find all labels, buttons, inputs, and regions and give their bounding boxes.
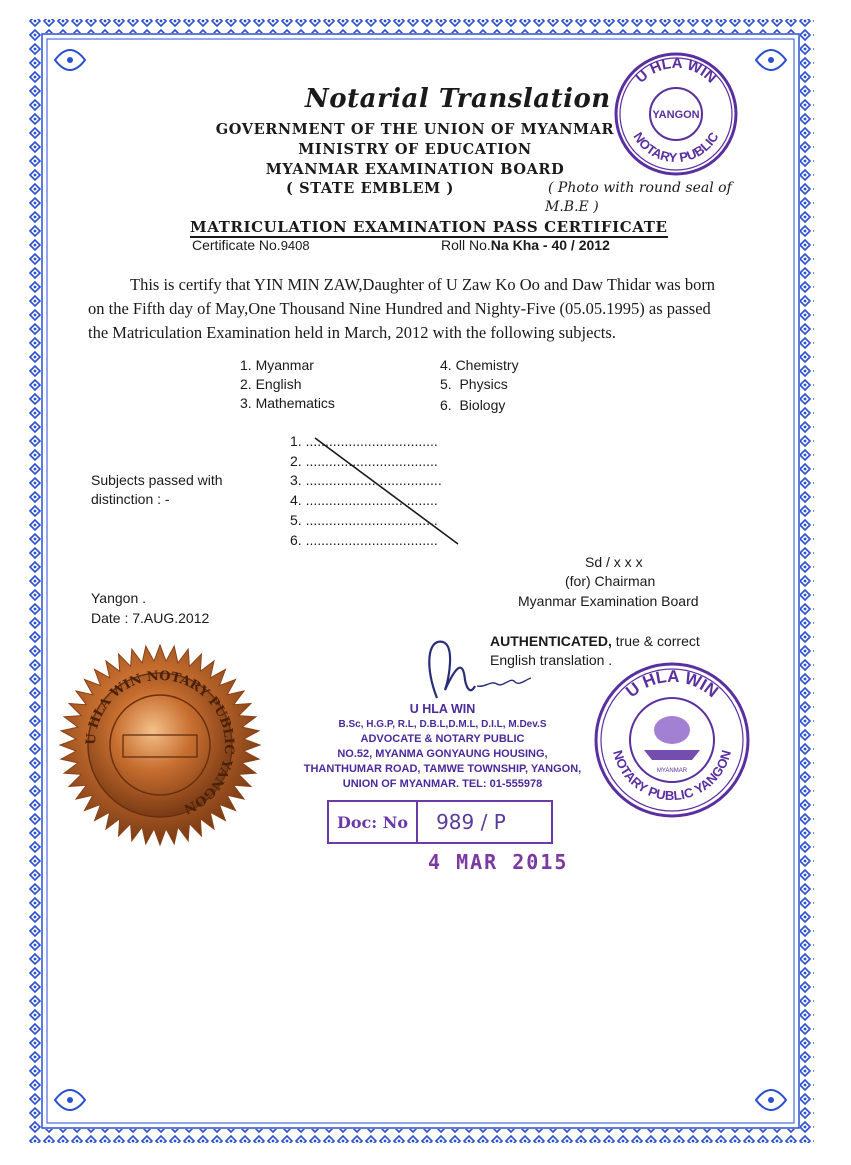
stamp-bottom-bottom-text: NOTARY PUBLIC YANGON (610, 748, 734, 804)
subject-item: 4. Chemistry (440, 357, 519, 373)
authenticated-label: AUTHENTICATED, (490, 633, 612, 649)
signed-by: Sd / x x x (585, 554, 643, 570)
notary-address-2: THANTHUMAR ROAD, TAMWE TOWNSHIP, YANGON, (303, 763, 582, 775)
for-chairman: (for) Chairman (565, 573, 656, 589)
notary-signature (415, 628, 545, 708)
doc-number-box (327, 800, 553, 844)
place: Yangon . (91, 590, 147, 606)
stamp-bottom-top-text: U HLA WIN (622, 666, 722, 702)
body-line-3: the Matriculation Examination held in March, 2012 with the following subjects. (88, 323, 616, 342)
notary-address-1: NO.52, MYANMA GONYAUNG HOUSING, (337, 748, 548, 760)
roll-number (441, 237, 610, 253)
notary-qualifications: B.Sc, H.G.P, R.L, D.B.L,D.M.L, D.I.L, M.Dev.S (338, 719, 547, 730)
distinction-line: 2. .................................. (290, 453, 438, 469)
subject-item: 3. Mathematics (240, 395, 335, 411)
stamp-top-outer-text: U HLA WIN (632, 54, 720, 87)
certificate-number-value: 9408 (280, 238, 310, 253)
subject-item: 1. Myanmar (240, 357, 314, 373)
notary-name: U HLA WIN (409, 702, 476, 716)
distinction-line: 4. .................................. (290, 492, 438, 508)
stamp-top-bottom-text: NOTARY PUBLIC (630, 129, 722, 166)
date-stamp: 4 MAR 2015 (428, 850, 569, 874)
document-title: Notarial Translation (305, 84, 611, 114)
certificate-number (192, 237, 310, 253)
stamp-top-inner-text: YANGON (652, 109, 700, 121)
header-line-board: MYANMAR EXAMINATION BOARD (265, 161, 565, 178)
strike-through-line (300, 430, 470, 550)
subject-item: 2. English (240, 376, 302, 392)
distinction-label: distinction : - (91, 491, 170, 507)
roll-number-label: Roll No. (441, 237, 491, 253)
photo-note-line1: ( Photo with round seal of (548, 180, 732, 196)
distinction-label: Subjects passed with (91, 472, 223, 488)
header-line-ministry: MINISTRY OF EDUCATION (298, 141, 532, 158)
exam-board: Myanmar Examination Board (518, 593, 699, 609)
issue-date: Date : 7.AUG.2012 (91, 610, 210, 626)
subject-item: 6. Biology (440, 397, 506, 413)
photo-note-line2: M.B.E ) (545, 199, 599, 215)
notary-address-3: UNION OF MYANMAR. TEL: 01-555978 (342, 778, 543, 790)
certificate-title: MATRICULATION EXAMINATION PASS CERTIFICATE (190, 218, 668, 236)
body-line-2: on the Fifth day of May,One Thousand Nine Hundred and Nighty-Five (05.05.1995) as passed (88, 299, 711, 318)
distinction-line: 5. .................................. (290, 512, 438, 528)
notary-address-stamp (270, 702, 615, 792)
notary-title: ADVOCATE & NOTARY PUBLIC (360, 733, 525, 745)
english-translation-line: English translation . (490, 652, 613, 668)
roll-number-value: Na Kha - 40 / 2012 (490, 237, 610, 253)
notary-round-stamp-top (612, 50, 740, 178)
header-line-government: GOVERNMENT OF THE UNION OF MYANMAR (215, 121, 615, 138)
distinction-line: 6. .................................. (290, 532, 438, 548)
distinction-line: 1. .................................. (290, 433, 438, 449)
doc-number-value: 989 / P (436, 810, 506, 834)
subject-item: 5. Physics (440, 376, 508, 392)
authenticated-rest: true & correct (611, 633, 700, 649)
distinction-line: 3. ................................... (290, 472, 442, 488)
stamp-bottom-inner-text: MYANMAR (656, 768, 688, 774)
notary-round-stamp-bottom (592, 660, 752, 820)
certificate-number-label: Certificate No. (192, 237, 281, 253)
doc-number-label: Doc: No (329, 802, 418, 842)
seal-text: U HLA WIN NOTARY PUBLIC YANGON (83, 668, 237, 817)
header-line-emblem: ( STATE EMBLEM ) (286, 180, 454, 197)
gold-embossed-seal (55, 640, 265, 850)
body-line-1: This is certify that YIN MIN ZAW,Daughter of U Zaw Ko Oo and Daw Thidar was born (130, 275, 716, 294)
